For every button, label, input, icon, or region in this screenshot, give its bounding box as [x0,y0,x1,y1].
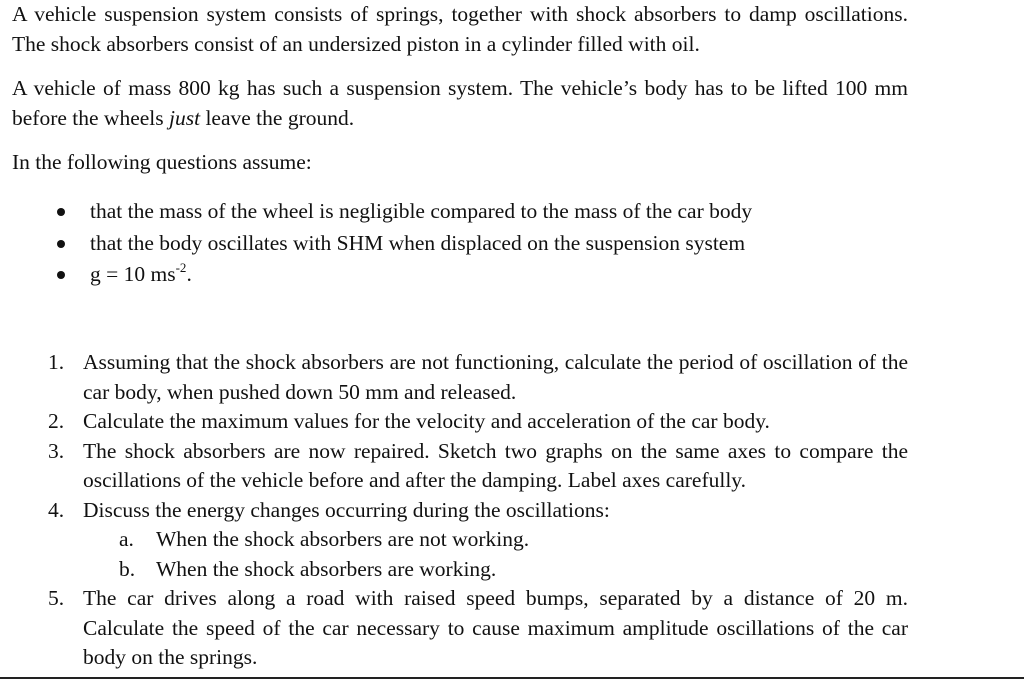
gravity-exponent: -2 [175,260,187,275]
question-text: The shock absorbers are now repaired. Sketch two graphs on the same axes to compare the oscillations of the vehicle before and after the damping. Label axes carefully. [83,438,908,492]
question-number: 3. [48,438,65,463]
sub-question-text: When the shock absorbers are working. [156,556,497,581]
assumption-item [12,259,908,291]
question-number: 1. [48,350,65,374]
question-item [12,437,908,496]
assumptions-heading: In the following questions assume: [12,150,312,174]
question-text: Calculate the maximum values for the velocity and acceleration of the car body. [83,409,770,433]
question-number: 2. [48,409,65,433]
bottom-divider [0,677,1024,679]
vehicle-text-after: leave the ground. [200,105,355,130]
question-item [12,348,908,407]
vehicle-text-before: A vehicle of mass 800 kg has such a suspension system. The vehicle’s body has to be lifted 100 mm before the wheels [12,76,908,130]
question-text: Assuming that the shock absorbers are not functioning, calculate the period of oscillation of the car body, when pushed down 50 mm and released. [83,350,908,404]
intro-paragraph: A vehicle suspension system consists of springs, together with shock absorbers to damp oscillations. The shock absorbers consist of an undersized piston in a cylinder filled with oil. [12,2,908,56]
bullet-icon [57,271,65,279]
sub-question-letter: a. [119,527,134,551]
gravity-suffix: . [186,262,192,286]
sub-question-text: When the shock absorbers are not working. [156,527,530,551]
sub-question-list [83,525,908,584]
bullet-icon [57,240,65,248]
gravity-text: g = 10 ms [90,262,176,286]
sub-question-item [83,555,908,585]
question-number: 4. [48,497,65,522]
questions-list [12,348,908,673]
bullet-icon [57,208,65,216]
assumption-text: that the body oscillates with SHM when displaced on the suspension system [90,230,746,255]
assumption-item [12,196,908,228]
question-text: Discuss the energy changes occurring during the oscillations: [83,497,610,522]
vehicle-paragraph [12,74,908,133]
assumption-text: that the mass of the wheel is negligible compared to the mass of the car body [90,199,753,223]
question-number: 5. [48,586,65,610]
assumptions-list [12,196,908,291]
question-item [12,496,908,585]
question-text: The car drives along a road with raised speed bumps, separated by a distance of 20 m. Calculate the speed of the car necessary to cause maximum amplitude oscillations of the car body on the springs. [83,586,908,669]
vehicle-emphasis: just [169,105,201,130]
sub-question-item [83,525,908,555]
assumption-item [12,228,908,260]
question-item [12,407,908,437]
question-item [12,584,908,673]
sub-question-letter: b. [119,556,136,581]
